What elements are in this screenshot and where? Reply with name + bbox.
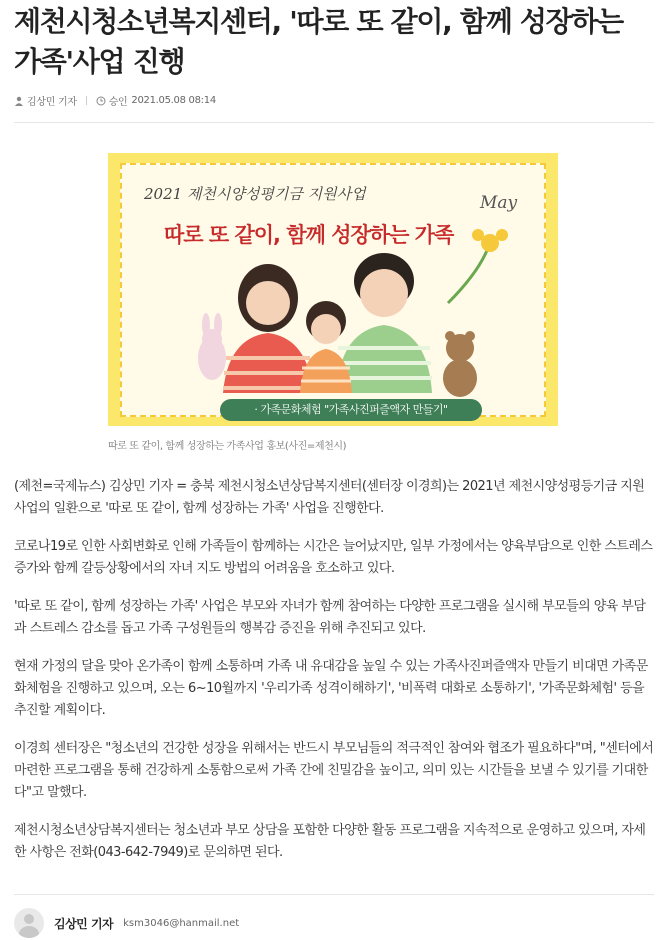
byline-name[interactable]: 김상민 기자 — [54, 916, 114, 931]
paragraph-2: 코로나19로 인한 사회변화로 인해 가족들이 함께하는 시간은 늘어났지만, 일부 가정에서는 양육부담으로 인한 스트레스 증가와 함께 갈등상황에서의 자녀 지도 방법의 어려움을 호소하고 있다. — [14, 539, 653, 576]
paragraph-1: (제천=국제뉴스) 김상민 기자 = 충북 제천시청소년상담복지센터(센터장 이경희)는 2021년 제천시양성평등기금 지원사업의 일환으로 '따로 또 같이, 함께 성장하는 가족' 사업을 진행한다. — [14, 479, 645, 516]
reporter-card — [14, 908, 239, 938]
paragraph-4: 현재 가정의 달을 맞아 온가족이 함께 소통하며 가족 내 유대감을 높일 수 있는 가족사진퍼즐액자 만들기 비대면 가족문화체험을 진행하고 있으며, 오는 6~10월까지 '우리가족 성격이해하기', '비폭력 대화로 소통하기', '가족문화체험' 등을 추진할 계획이다. — [14, 659, 648, 718]
article-meta — [14, 93, 216, 108]
header-divider — [14, 122, 654, 123]
user-avatar-icon[interactable] — [14, 908, 44, 938]
article-photo[interactable] — [108, 153, 558, 426]
paragraph-3: '따로 또 같이, 함께 성장하는 가족' 사업은 부모와 자녀가 함께 참여하는 다양한 프로그램을 실시해 부모들의 양육 부담과 스트레스 감소를 돕고 가족 구성원들의 행복감 증진을 위해 추진되고 있다. — [14, 599, 646, 636]
byline-email[interactable]: ksm3046@hanmail.net — [123, 917, 240, 929]
photo-supertitle: 2021 제천시양성평기금 지원사업 — [144, 185, 366, 203]
paragraph-5: 이경희 센터장은 "청소년의 건강한 성장을 위해서는 반드시 부모님들의 적극적인 참여와 협조가 필요하다"며, "센터에서 마련한 프로그램을 통해 건강하게 소통함으로써 가족 간에 친밀감을 높이고, 의미 있는 시간들을 보낼 수 있기를 기대한다"고 말했다. — [14, 741, 654, 800]
photo-title: 따로 또 같이, 함께 성장하는 가족 — [164, 223, 454, 247]
photo-banner: · 가족문화체험 "가족사진퍼즐액자 만들기" — [220, 399, 482, 421]
family-illustration — [108, 153, 558, 426]
article-body — [14, 476, 654, 880]
paragraph-6: 제천시청소년상담복지센터는 청소년과 부모 상담을 포함한 다양한 활동 프로그램을 지속적으로 운영하고 있으며, 자세한 사항은 전화(043-642-7949)로 문의하면 된다. — [14, 823, 646, 860]
article-headline: 제천시청소년복지센터, '따로 또 같이, 함께 성장하는 가족'사업 진행 — [14, 5, 623, 78]
meta-divider — [86, 96, 87, 105]
approved-label: 승인 — [108, 97, 128, 108]
person-icon — [14, 96, 24, 106]
reporter-name[interactable]: 김상민 기자 — [27, 97, 77, 108]
approved-time: 2021.05.08 08:14 — [131, 95, 216, 106]
photo-month: May — [480, 193, 518, 213]
clock-icon — [96, 96, 106, 106]
footer-divider — [14, 894, 654, 895]
photo-caption: 따로 또 같이, 함께 성장하는 가족사업 홍보(사진=제천시) — [108, 441, 347, 452]
